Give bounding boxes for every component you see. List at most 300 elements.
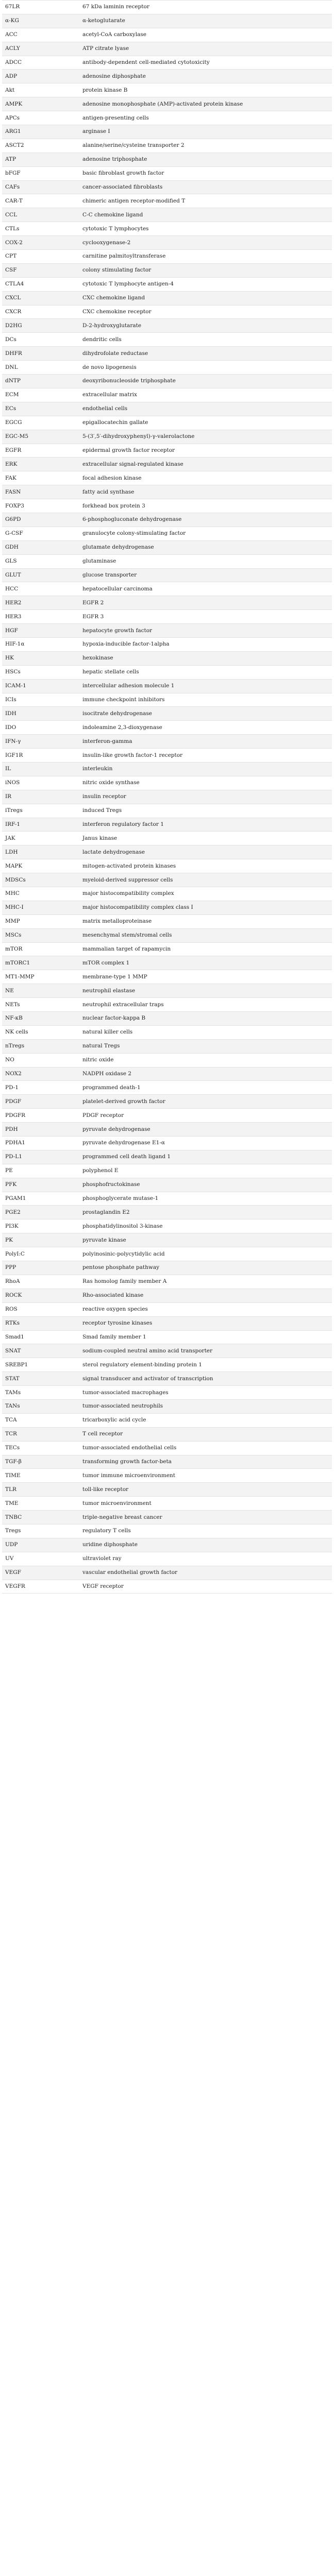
table-row: [2, 1330, 332, 1344]
abbreviation-cell: DNL: [2, 361, 79, 375]
definition-cell: glucose transporter: [79, 568, 332, 582]
abbreviation-cell: PDGF: [2, 1095, 79, 1109]
table-row: [2, 901, 332, 914]
definition-cell: adenosine diphosphate: [79, 70, 332, 83]
definition-cell: myeloid-derived suppressor cells: [79, 873, 332, 887]
definition-cell: T cell receptor: [79, 1427, 332, 1441]
table-row: [2, 1483, 332, 1497]
abbreviation-cell: MT1-MMP: [2, 970, 79, 984]
table-row: [2, 1358, 332, 1372]
definition-cell: sodium-coupled neutral amino acid transporter: [79, 1344, 332, 1358]
abbreviation-cell: CAFs: [2, 180, 79, 194]
table-row: [2, 1441, 332, 1455]
abbreviation-cell: SNAT: [2, 1344, 79, 1358]
abbreviation-cell: PI3K: [2, 1219, 79, 1233]
table-row: [2, 444, 332, 457]
definition-cell: colony stimulating factor: [79, 263, 332, 277]
definition-cell: NADPH oxidase 2: [79, 1067, 332, 1081]
table-row: [2, 1123, 332, 1137]
definition-cell: programmed death-1: [79, 1081, 332, 1095]
abbreviation-cell: PFK: [2, 1178, 79, 1192]
table-row: [2, 208, 332, 222]
abbreviation-cell: NETs: [2, 998, 79, 1012]
definition-cell: C-C chemokine ligand: [79, 208, 332, 222]
table-row: [2, 319, 332, 333]
abbreviation-cell: IGF1R: [2, 749, 79, 762]
abbreviation-cell: NK cells: [2, 1025, 79, 1039]
definition-cell: ultraviolet ray: [79, 1552, 332, 1566]
abbreviation-cell: HK: [2, 651, 79, 665]
definition-cell: cyclooxygenase-2: [79, 236, 332, 250]
definition-cell: deoxyribonucleoside triphosphate: [79, 375, 332, 388]
table-row: [2, 1469, 332, 1483]
definition-cell: pentose phosphate pathway: [79, 1261, 332, 1275]
table-row: [2, 527, 332, 540]
definition-cell: cancer-associated fibroblasts: [79, 180, 332, 194]
definition-cell: regulatory T cells: [79, 1524, 332, 1538]
table-row: [2, 236, 332, 250]
table-row: [2, 1233, 332, 1247]
abbreviation-cell: CTLs: [2, 222, 79, 236]
definition-cell: 67 kDa laminin receptor: [79, 1, 332, 14]
definition-cell: natural Tregs: [79, 1039, 332, 1053]
abbreviation-cell: TCA: [2, 1413, 79, 1427]
abbreviation-cell: PK: [2, 1233, 79, 1247]
definition-cell: CXC chemokine receptor: [79, 305, 332, 319]
table-row: [2, 499, 332, 513]
definition-cell: phosphatidylinositol 3-kinase: [79, 1219, 332, 1233]
definition-cell: hepatic stellate cells: [79, 665, 332, 679]
definition-cell: Janus kinase: [79, 832, 332, 845]
abbreviation-cell: IFN-γ: [2, 735, 79, 749]
definition-cell: 6-phosphogluconate dehydrogenase: [79, 513, 332, 527]
abbreviation-cell: FOXP3: [2, 499, 79, 513]
definition-cell: pyruvate dehydrogenase: [79, 1123, 332, 1137]
table-row: [2, 914, 332, 928]
table-row: [2, 1289, 332, 1302]
abbreviation-cell: HIF-1α: [2, 637, 79, 651]
abbreviation-cell: PDGFR: [2, 1109, 79, 1123]
table-row: [2, 721, 332, 735]
table-row: [2, 1137, 332, 1150]
abbreviation-cell: RhoA: [2, 1275, 79, 1289]
abbreviation-cell: iNOS: [2, 776, 79, 790]
table-row: [2, 1344, 332, 1358]
definition-cell: adenosine monophosphate (AMP)-activated protein kinase: [79, 97, 332, 111]
table-row: [2, 430, 332, 444]
definition-cell: interferon regulatory factor 1: [79, 818, 332, 832]
abbreviation-cell: ADCC: [2, 56, 79, 70]
definition-cell: carnitine palmitoyltransferase: [79, 250, 332, 264]
table-row: [2, 1497, 332, 1511]
definition-cell: tumor microenvironment: [79, 1497, 332, 1511]
abbreviation-cell: TAMs: [2, 1386, 79, 1400]
definition-cell: lactate dehydrogenase: [79, 845, 332, 859]
table-row: [2, 1150, 332, 1164]
definition-cell: nitric oxide: [79, 1053, 332, 1067]
abbreviation-cell: ECs: [2, 402, 79, 416]
definition-cell: protein kinase B: [79, 83, 332, 97]
table-row: [2, 1206, 332, 1219]
abbreviation-cell: ATP: [2, 152, 79, 166]
abbreviation-cell: NOX2: [2, 1067, 79, 1081]
table-row: [2, 637, 332, 651]
abbreviation-cell: IL: [2, 762, 79, 776]
table-row: [2, 859, 332, 873]
table-row: [2, 194, 332, 208]
table-row: [2, 291, 332, 305]
definition-cell: insulin receptor: [79, 790, 332, 804]
table-row: [2, 1302, 332, 1316]
table-row: [2, 554, 332, 568]
definition-cell: de novo lipogenesis: [79, 361, 332, 375]
definition-cell: insulin-like growth factor-1 receptor: [79, 749, 332, 762]
table-row: [2, 513, 332, 527]
table-row: [2, 1164, 332, 1178]
definition-cell: matrix metalloproteinase: [79, 914, 332, 928]
abbreviation-cell: CTLA4: [2, 277, 79, 291]
definition-cell: prostaglandin E2: [79, 1206, 332, 1219]
abbreviation-cell: NO: [2, 1053, 79, 1067]
definition-cell: α-ketoglutarate: [79, 14, 332, 28]
abbreviation-cell: TLR: [2, 1483, 79, 1497]
table-row: [2, 804, 332, 818]
abbreviation-cell: CSF: [2, 263, 79, 277]
abbreviation-cell: G6PD: [2, 513, 79, 527]
definition-cell: antibody-dependent cell-mediated cytotoxicity: [79, 56, 332, 70]
abbreviation-cell: α-KG: [2, 14, 79, 28]
definition-cell: reactive oxygen species: [79, 1302, 332, 1316]
abbreviation-cell: D2HG: [2, 319, 79, 333]
definition-cell: CXC chemokine ligand: [79, 291, 332, 305]
table-row: [2, 1275, 332, 1289]
definition-cell: intercellular adhesion molecule 1: [79, 679, 332, 693]
definition-cell: mTOR complex 1: [79, 956, 332, 970]
abbreviation-cell: FASN: [2, 485, 79, 499]
definition-cell: signal transducer and activator of transcription: [79, 1372, 332, 1386]
table-row: [2, 166, 332, 180]
abbreviation-cell: PE: [2, 1164, 79, 1178]
table-row: [2, 610, 332, 624]
definition-cell: ATP citrate lyase: [79, 42, 332, 56]
definition-cell: isocitrate dehydrogenase: [79, 707, 332, 721]
table-row: [2, 749, 332, 762]
table-row: [2, 347, 332, 361]
abbreviation-cell: TNBC: [2, 1511, 79, 1524]
definition-cell: pyruvate kinase: [79, 1233, 332, 1247]
table-row: [2, 152, 332, 166]
abbreviation-cell: MHC: [2, 887, 79, 901]
table-row: [2, 56, 332, 70]
definition-cell: alanine/serine/cysteine transporter 2: [79, 139, 332, 152]
table-row: [2, 471, 332, 485]
definition-cell: sterol regulatory element-binding protein 1: [79, 1358, 332, 1372]
abbreviation-cell: HSCs: [2, 665, 79, 679]
table-row: [2, 1219, 332, 1233]
definition-cell: arginase I: [79, 125, 332, 139]
abbreviation-cell: PGAM1: [2, 1192, 79, 1206]
definition-cell: cytotoxic T lymphocyte antigen-4: [79, 277, 332, 291]
abbreviation-cell: PPP: [2, 1261, 79, 1275]
definition-cell: major histocompatibility complex: [79, 887, 332, 901]
abbreviation-cell: ARG1: [2, 125, 79, 139]
abbreviation-cell: IRF-1: [2, 818, 79, 832]
table-row: [2, 1511, 332, 1524]
definition-cell: Rho-associated kinase: [79, 1289, 332, 1302]
abbreviation-table: [2, 0, 332, 1594]
definition-cell: tumor-associated macrophages: [79, 1386, 332, 1400]
definition-cell: dendritic cells: [79, 333, 332, 347]
table-row: [2, 180, 332, 194]
table-row: [2, 305, 332, 319]
abbreviation-cell: MAPK: [2, 859, 79, 873]
abbreviation-cell: ROCK: [2, 1289, 79, 1302]
abbreviation-cell: TANs: [2, 1399, 79, 1413]
table-row: [2, 928, 332, 942]
abbreviation-cell: MHC-I: [2, 901, 79, 914]
abbreviation-cell: FAK: [2, 471, 79, 485]
abbreviation-cell: UDP: [2, 1538, 79, 1552]
abbreviation-cell: VEGF: [2, 1566, 79, 1580]
table-row: [2, 1109, 332, 1123]
abbreviation-cell: CCL: [2, 208, 79, 222]
abbreviation-cell: IDH: [2, 707, 79, 721]
table-row: [2, 250, 332, 264]
abbreviation-cell: HER2: [2, 596, 79, 610]
table-row: [2, 222, 332, 236]
abbreviation-cell: LDH: [2, 845, 79, 859]
table-row: [2, 1566, 332, 1580]
abbreviation-cell: EGCG: [2, 416, 79, 430]
table-row: [2, 139, 332, 152]
table-row: [2, 1, 332, 14]
definition-cell: tumor immune microenvironment: [79, 1469, 332, 1483]
abbreviation-cell: GLS: [2, 554, 79, 568]
abbreviation-cell: TIME: [2, 1469, 79, 1483]
table-row: [2, 582, 332, 596]
table-row: [2, 14, 332, 28]
table-row: [2, 596, 332, 610]
definition-cell: acetyl-CoA carboxylase: [79, 28, 332, 42]
definition-cell: forkhead box protein 3: [79, 499, 332, 513]
abbreviation-cell: Tregs: [2, 1524, 79, 1538]
definition-cell: glutaminase: [79, 554, 332, 568]
abbreviation-cell: PD-1: [2, 1081, 79, 1095]
definition-cell: epidermal growth factor receptor: [79, 444, 332, 457]
abbreviation-cell: mTORC1: [2, 956, 79, 970]
abbreviation-cell: TCR: [2, 1427, 79, 1441]
table-row: [2, 984, 332, 998]
abbreviation-cell: PGE2: [2, 1206, 79, 1219]
abbreviation-cell: ADP: [2, 70, 79, 83]
definition-cell: EGFR 2: [79, 596, 332, 610]
table-row: [2, 70, 332, 83]
definition-cell: transforming growth factor-beta: [79, 1455, 332, 1469]
abbreviation-cell: HER3: [2, 610, 79, 624]
abbreviation-table-body: [2, 1, 332, 1594]
definition-cell: toll-like receptor: [79, 1483, 332, 1497]
table-row: [2, 1524, 332, 1538]
table-row: [2, 1455, 332, 1469]
table-row: [2, 762, 332, 776]
definition-cell: neutrophil extracellular traps: [79, 998, 332, 1012]
definition-cell: 5-(3′,5′-dihydroxyphenyl)-γ-valerolactone: [79, 430, 332, 444]
table-row: [2, 1247, 332, 1261]
table-row: [2, 1081, 332, 1095]
table-row: [2, 1372, 332, 1386]
abbreviation-cell: APCs: [2, 111, 79, 125]
definition-cell: mitogen-activated protein kinases: [79, 859, 332, 873]
definition-cell: mesenchymal stem/stromal cells: [79, 928, 332, 942]
table-row: [2, 1552, 332, 1566]
table-row: [2, 693, 332, 707]
definition-cell: phosphoglycerate mutase-1: [79, 1192, 332, 1206]
table-row: [2, 832, 332, 845]
table-row: [2, 1538, 332, 1552]
definition-cell: interleukin: [79, 762, 332, 776]
definition-cell: mammalian target of rapamycin: [79, 942, 332, 956]
definition-cell: epigallocatechin gallate: [79, 416, 332, 430]
abbreviation-cell: UV: [2, 1552, 79, 1566]
definition-cell: polyphenol E: [79, 1164, 332, 1178]
table-row: [2, 1067, 332, 1081]
table-row: [2, 28, 332, 42]
definition-cell: polyinosinic-polycytidylic acid: [79, 1247, 332, 1261]
definition-cell: vascular endothelial growth factor: [79, 1566, 332, 1580]
table-row: [2, 416, 332, 430]
abbreviation-cell: PDH: [2, 1123, 79, 1137]
table-row: [2, 970, 332, 984]
table-row: [2, 277, 332, 291]
definition-cell: hypoxia-inducible factor-1alpha: [79, 637, 332, 651]
abbreviation-cell: MDSCs: [2, 873, 79, 887]
definition-cell: PDGF receptor: [79, 1109, 332, 1123]
abbreviation-cell: 67LR: [2, 1, 79, 14]
definition-cell: glutamate dehydrogenase: [79, 540, 332, 554]
abbreviation-cell: STAT: [2, 1372, 79, 1386]
abbreviation-cell: ICAM-1: [2, 679, 79, 693]
abbreviation-cell: COX-2: [2, 236, 79, 250]
definition-cell: indoleamine 2,3-dioxygenase: [79, 721, 332, 735]
definition-cell: natural killer cells: [79, 1025, 332, 1039]
definition-cell: extracellular signal-regulated kinase: [79, 457, 332, 471]
table-row: [2, 679, 332, 693]
abbreviation-cell: nTregs: [2, 1039, 79, 1053]
abbreviation-cell: NF-κB: [2, 1012, 79, 1026]
abbreviation-cell: MSCs: [2, 928, 79, 942]
definition-cell: Smad family member 1: [79, 1330, 332, 1344]
abbreviation-cell: PolyI:C: [2, 1247, 79, 1261]
abbreviation-cell: HCC: [2, 582, 79, 596]
table-row: [2, 956, 332, 970]
abbreviation-cell: TGF-β: [2, 1455, 79, 1469]
table-row: [2, 624, 332, 638]
abbreviation-cell: EGFR: [2, 444, 79, 457]
abbreviation-cell: GDH: [2, 540, 79, 554]
definition-cell: cytotoxic T lymphocytes: [79, 222, 332, 236]
definition-cell: programmed cell death ligand 1: [79, 1150, 332, 1164]
table-row: [2, 707, 332, 721]
abbreviation-cell: CAR-T: [2, 194, 79, 208]
table-row: [2, 873, 332, 887]
table-row: [2, 457, 332, 471]
table-row: [2, 485, 332, 499]
table-row: [2, 1386, 332, 1400]
table-row: [2, 887, 332, 901]
table-row: [2, 1095, 332, 1109]
definition-cell: immune checkpoint inhibitors: [79, 693, 332, 707]
abbreviation-cell: PD-L1: [2, 1150, 79, 1164]
abbreviation-cell: IR: [2, 790, 79, 804]
table-row: [2, 540, 332, 554]
definition-cell: VEGF receptor: [79, 1580, 332, 1594]
table-row: [2, 402, 332, 416]
abbreviation-cell: DCs: [2, 333, 79, 347]
abbreviation-cell: IDO: [2, 721, 79, 735]
table-row: [2, 651, 332, 665]
table-row: [2, 1399, 332, 1413]
abbreviation-cell: SREBP1: [2, 1358, 79, 1372]
abbreviation-cell: VEGFR: [2, 1580, 79, 1594]
definition-cell: tricarboxylic acid cycle: [79, 1413, 332, 1427]
table-row: [2, 1178, 332, 1192]
abbreviation-cell: TME: [2, 1497, 79, 1511]
definition-cell: EGFR 3: [79, 610, 332, 624]
definition-cell: platelet-derived growth factor: [79, 1095, 332, 1109]
table-row: [2, 83, 332, 97]
abbreviation-cell: RTKs: [2, 1316, 79, 1330]
definition-cell: interferon-gamma: [79, 735, 332, 749]
definition-cell: focal adhesion kinase: [79, 471, 332, 485]
definition-cell: nuclear factor-kappa B: [79, 1012, 332, 1026]
table-row: [2, 263, 332, 277]
definition-cell: triple-negative breast cancer: [79, 1511, 332, 1524]
definition-cell: granulocyte colony-stimulating factor: [79, 527, 332, 540]
abbreviation-cell: ASCT2: [2, 139, 79, 152]
abbreviation-cell: GLUT: [2, 568, 79, 582]
abbreviation-cell: CXCL: [2, 291, 79, 305]
table-row: [2, 845, 332, 859]
definition-cell: basic fibroblast growth factor: [79, 166, 332, 180]
definition-cell: endothelial cells: [79, 402, 332, 416]
table-row: [2, 568, 332, 582]
definition-cell: extracellular matrix: [79, 388, 332, 402]
definition-cell: chimeric antigen receptor-modified T: [79, 194, 332, 208]
table-row: [2, 1427, 332, 1441]
table-row: [2, 125, 332, 139]
abbreviation-cell: EGC-M5: [2, 430, 79, 444]
definition-cell: phosphofructokinase: [79, 1178, 332, 1192]
definition-cell: major histocompatibility complex class I: [79, 901, 332, 914]
table-row: [2, 1025, 332, 1039]
table-row: [2, 1413, 332, 1427]
table-row: [2, 375, 332, 388]
abbreviation-cell: CXCR: [2, 305, 79, 319]
abbreviation-cell: ERK: [2, 457, 79, 471]
definition-cell: tumor-associated neutrophils: [79, 1399, 332, 1413]
table-row: [2, 1053, 332, 1067]
abbreviation-cell: MMP: [2, 914, 79, 928]
abbreviation-cell: NE: [2, 984, 79, 998]
definition-cell: hexokinase: [79, 651, 332, 665]
definition-cell: hepatocellular carcinoma: [79, 582, 332, 596]
definition-cell: nitric oxide synthase: [79, 776, 332, 790]
table-row: [2, 333, 332, 347]
abbreviation-cell: ACLY: [2, 42, 79, 56]
table-row: [2, 1012, 332, 1026]
table-row: [2, 1316, 332, 1330]
definition-cell: fatty acid synthase: [79, 485, 332, 499]
